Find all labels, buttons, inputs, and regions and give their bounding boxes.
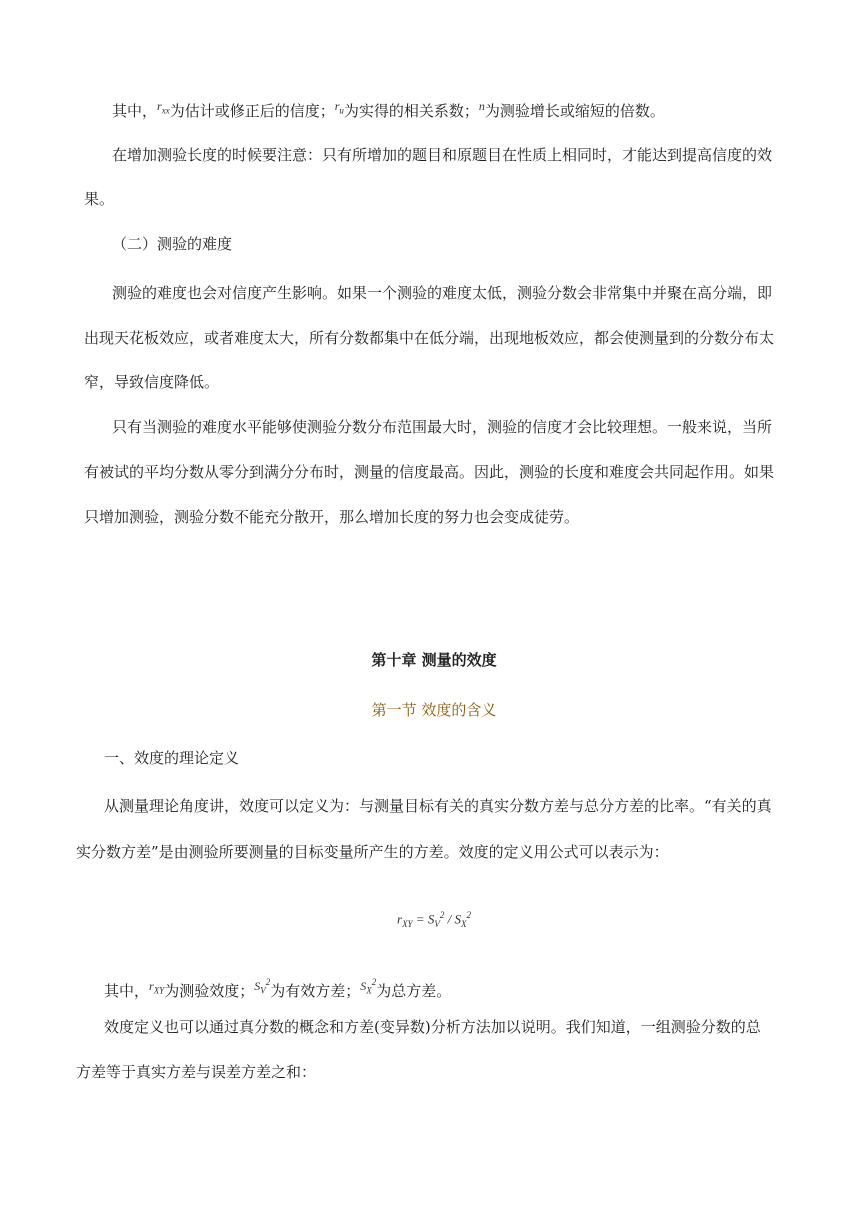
symbol-n: n (478, 99, 485, 113)
paragraph-line: 只有当测验的难度水平能够使测验分数分布范围最大时，测验的信度才会比较理想。一般来说，当所 (112, 418, 773, 436)
text-prefix: 其中， (104, 982, 150, 1000)
paragraph-line: 只增加测验，测验分数不能充分散开，那么增加长度的努力也会变成徒劳。 (84, 508, 580, 526)
paragraph-line: 效度定义也可以通过真分数的概念和方差(变异数)分析方法加以说明。我们知道，一组测验分数的总 (104, 1018, 761, 1036)
symbol-explanation-line (104, 978, 451, 1006)
validity-formula: $r_{XY} = S_V^2 / S_X^2$ (397, 910, 471, 929)
symbol-s-v-squared: SV2 (254, 977, 271, 996)
text-segment: 为测验效度； (164, 982, 255, 1000)
subheading: （二）测验的难度 (112, 235, 233, 253)
text-prefix: 其中， (112, 102, 158, 120)
chapter-title: 第十章 测量的效度 (371, 651, 497, 669)
paragraph-line: 在增加测验长度的时候要注意：只有所增加的题目和原题目在性质上相同时，才能达到提高信度的效 (112, 146, 773, 164)
text-segment: 为实得的相关系数； (343, 102, 479, 120)
text-segment: 为估计或修正后的信度； (169, 102, 335, 120)
section-title: 第一节 效度的含义 (371, 701, 497, 719)
subheading: 一、效度的理论定义 (104, 749, 240, 767)
symbol-s-x-squared: SX2 (360, 977, 377, 996)
symbol-explanation-line (112, 101, 665, 126)
paragraph-line: 测验的难度也会对信度产生影响。如果一个测验的难度太低，测验分数会非常集中并聚在高分端，即 (112, 284, 773, 302)
text-segment: 为测验增长或缩短的倍数。 (484, 102, 665, 120)
text-segment: 为总方差。 (376, 982, 452, 1000)
text-segment: 为有效方差； (270, 982, 361, 1000)
paragraph-line: 从测量理论角度讲，效度可以定义为：与测量目标有关的真实分数方差与总分方差的比率。“有关的真 (104, 797, 772, 815)
symbol-r-u: ru (334, 99, 344, 116)
symbol-r-xx: rxx (157, 99, 170, 116)
paragraph-line: 窄，导致信度降低。 (84, 373, 220, 391)
paragraph-line: 实分数方差”是由测验所要测量的目标变量所产生的方差。效度的定义用公式可以表示为： (76, 843, 669, 861)
paragraph-line: 果。 (84, 190, 115, 208)
symbol-r-xy: rXY (149, 979, 165, 996)
paragraph-line: 有被试的平均分数从零分到满分分布时，测量的信度最高。因此，测验的长度和难度会共同起作用。如果 (84, 463, 775, 481)
paragraph-line: 方差等于真实方差与误差方差之和： (76, 1063, 317, 1081)
paragraph-line: 出现天花板效应，或者难度太大，所有分数都集中在低分端，出现地板效应，都会使测量到的分数分布太 (84, 329, 775, 347)
